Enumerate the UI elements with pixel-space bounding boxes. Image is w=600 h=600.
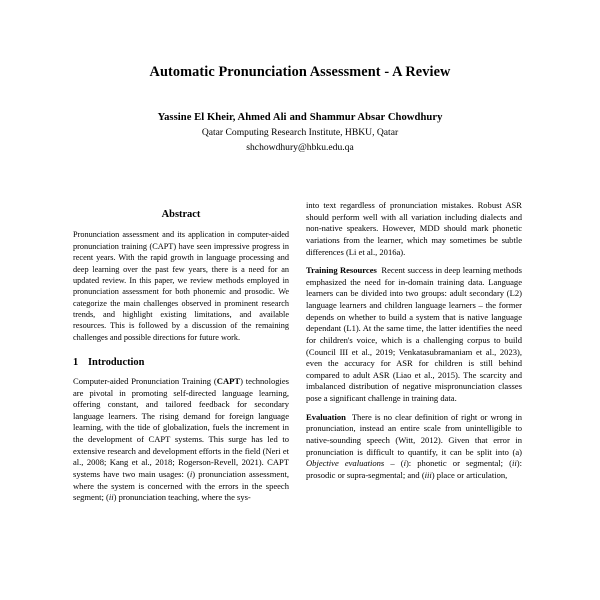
author-group-left: Yassine El Kheir, Ahmed Ali: [157, 112, 287, 124]
training-resources-paragraph: [306, 258, 522, 405]
right-column: [306, 200, 522, 600]
body-columns: [73, 200, 527, 600]
intro-text-3: ) pronunciation assessment, where the system is concerned with the errors in the speech segment; (: [73, 468, 289, 503]
evaluation-text-5: ) place or articulation,: [431, 469, 508, 480]
intro-text-4: ) pronunciation teaching, where the sys-: [113, 492, 251, 503]
evaluation-enumerator-iii: iii: [424, 469, 432, 480]
paper-masthead: [0, 0, 600, 154]
left-column: [73, 200, 289, 600]
introduction-paragraph: [73, 369, 289, 504]
intro-text-1: Computer-aided Pronunciation Training (: [73, 375, 217, 386]
asr-paragraph: into text regardless of pronunciation mistakes. Robust ASR should perform well with all variation including dialects and non-native speakers. However, MDD should mark phonetic variations from the learner, which may sometimes be subtle differences (Li et al., 2016a).: [306, 200, 522, 257]
affiliation: Qatar Computing Research Institute, HBKU, Qatar: [201, 127, 399, 139]
training-resources-body: Recent success in deep learning methods emphasized the need for in-domain training data. Language learners can be divided into two groups: adult secondary (L2) language learners and children language learners – the former depends on whether to build a system that is native language dependant (L1). At the same time, the latter identifies the need for children's voice, which is a challenging corpus to build (Council III et al., 2019; Venkatasubramaniam et al., 2023), even the accuracy for ASR for children is still behind compared to adult ASR (Liao et al., 2015). The scarcity and imbalanced distribution of negative mispronunciation classes pose a significant challenge in training data.: [306, 265, 522, 403]
section-title: Introduction: [88, 356, 145, 368]
evaluation-paragraph: [306, 405, 522, 482]
section-heading-introduction: [73, 343, 289, 369]
training-resources-heading: Training Resources: [306, 265, 377, 276]
author-list: [0, 81, 600, 124]
evaluation-text-2: – (: [384, 458, 404, 469]
abstract-body: Pronunciation assessment and its application in computer-aided pronunciation training (CAPT) have seen impressive progress in recent years. With the rapid growth in language processing and deep learning over the past few years, there is a need for an updated review. In this paper, we review methods employed in pronunciation assessment for both phonemic and prosodic. We categorize the main challenges observed in prominent research trends, and highlight existing limitations, and available resources. This is followed by a discussion of the remaining challenges and possible directions for future work.: [73, 230, 289, 342]
enumerator-ii: ii: [108, 492, 114, 503]
evaluation-text-3: ): phonetic or segmental; (: [405, 458, 512, 469]
evaluation-text-1: There is no clear definition of right or wrong in pronunciation, instead an entire scale from unintelligible to native-sounding speech (Witt, 2012). Given that error in pronunciation is difficult to quantify, it can be split into (a): [306, 411, 522, 457]
page-title: Automatic Pronunciation Assessment - A Review: [149, 64, 451, 80]
evaluation-heading: Evaluation: [306, 411, 346, 422]
evaluation-enumerator-ii: ii: [512, 458, 517, 469]
section-number: 1: [73, 356, 79, 368]
intro-text-2: ) technologies are pivotal in promoting self-directed language learning, offering constant, and tailored feedback for secondary language learners. The rising demand for foreign language learning, with the tide of globalization, fuels the increment in the development of CAPT systems. This surge has led to extensive research and development efforts in the field (Neri et al., 2008; Kang et al., 2018; Rogerson-Revell, 2021). CAPT systems have two main usages: (: [73, 375, 289, 479]
author-group-right: Shammur Absar Chowdhury: [309, 112, 443, 124]
objective-evaluations-term: Objective evaluations: [306, 458, 385, 469]
enumerator-i: i: [189, 468, 193, 479]
evaluation-text-4: ): prosodic or supra-segmental; and (: [306, 458, 522, 480]
author-conjunction: and: [289, 112, 307, 124]
capt-acronym: CAPT: [216, 375, 241, 386]
contact-email: shchowdhury@hbku.edu.qa: [246, 141, 354, 153]
evaluation-enumerator-i: i: [403, 458, 406, 469]
abstract-heading: Abstract: [161, 209, 201, 220]
